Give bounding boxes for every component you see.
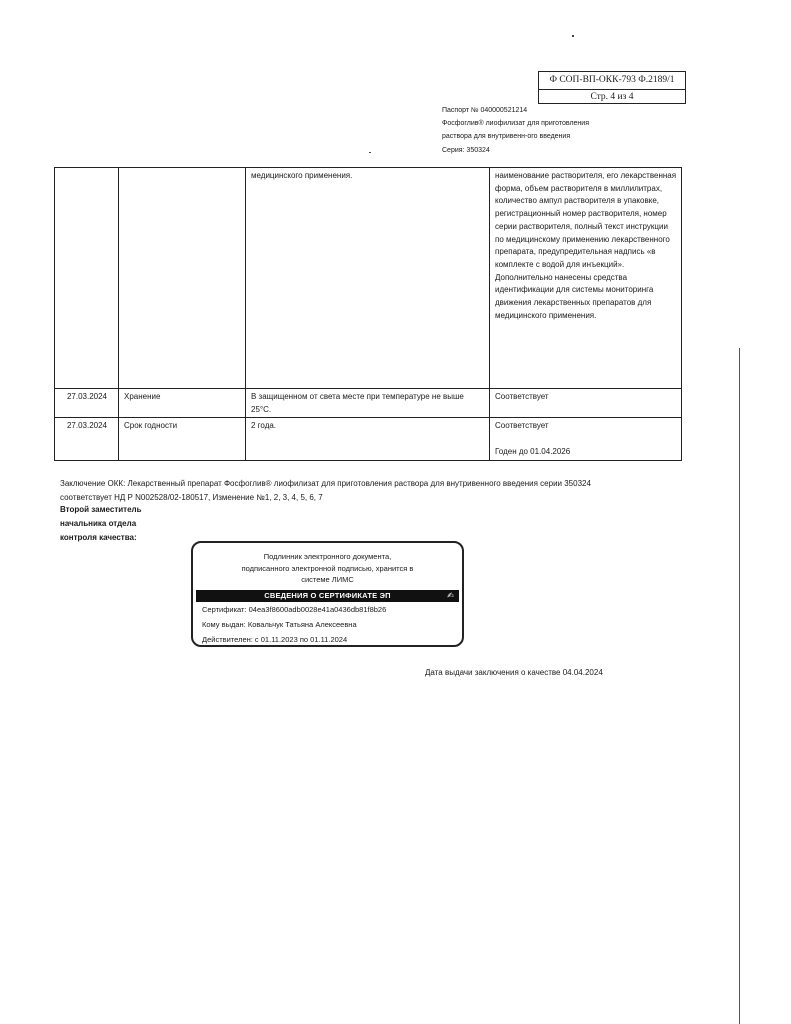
certificate-valid-period: Действителен: с 01.11.2023 по 01.11.2024: [202, 635, 348, 644]
signer-line1: Второй заместитель: [60, 505, 142, 514]
passport-number: Паспорт № 040000521214: [442, 107, 528, 114]
page-counter: Стр. 4 из 4: [590, 92, 634, 102]
scan-speck: [572, 35, 574, 37]
passport-header: [442, 104, 642, 157]
scan-speck: [369, 152, 371, 153]
certificate-number: Сертификат: 04ea3f8600adb0028e41a0436db81f8b26: [202, 605, 387, 614]
wrench-hand-icon: ✍: [447, 591, 454, 600]
cell-date: 27.03.2024: [55, 418, 119, 460]
signer-line2: начальника отдела: [60, 518, 137, 528]
cell-requirement: 2 года.: [246, 418, 490, 460]
product-name-line2: раствора для внутривенн-ого введения: [442, 133, 571, 141]
cell-date: [55, 168, 119, 389]
issue-date: Дата выдачи заключения о качестве 04.04.2024: [425, 668, 603, 677]
certificate-issued-to: Кому выдан: Ковальчук Татьяна Алексеевна: [202, 620, 357, 629]
stamp-header: [193, 543, 462, 586]
certificate-info-title: СВЕДЕНИЯ О СЕРТИФИКАТЕ ЭП: [264, 591, 391, 600]
cell-result: [490, 389, 682, 418]
cell-requirement: медицинского применения.: [246, 168, 490, 389]
e-signature-stamp: [191, 541, 464, 647]
certificate-info-bar: [196, 590, 459, 602]
cell-requirement: В защищенном от света месте при температуре не выше 25°С.: [246, 389, 490, 418]
cell-parameter: Хранение: [119, 389, 246, 418]
signer-line3: контроля качества:: [60, 532, 137, 542]
qc-conclusion: Заключение ОКК: Лекарственный препарат Фосфоглив® лиофилизат для приготовления раствора для внутривенного введения серии 350324 соответствует НД Р N002528/02-180517, Изменение №1, 2, 3, 4, 5, 6, 7: [60, 479, 591, 502]
product-name-line1: Фосфоглив® лиофилизат для приготовления: [442, 120, 589, 128]
scan-edge-line: [739, 348, 740, 1024]
expiry-date: Годен до 01.04.2026: [495, 447, 571, 457]
result-extra: Дополнительно нанесены средства идентификации для системы мониторинга движения лекарственных препаратов для медицинского применения.: [495, 272, 654, 320]
table-row: [55, 389, 682, 418]
cell-result: [490, 418, 682, 460]
series-number: Серия: 350324: [442, 146, 490, 154]
test-results-table: [54, 167, 682, 461]
stamp-header-line3: системе ЛИМС: [301, 575, 354, 584]
cell-parameter: [119, 168, 246, 389]
table-row: [55, 168, 682, 389]
table-row: [55, 418, 682, 460]
stamp-header-line1: Подлинник электронного документа,: [263, 552, 392, 561]
form-code-box: [538, 71, 686, 104]
cell-parameter: Срок годности: [119, 418, 246, 460]
result-text: наименование растворителя, его лекарственная форма, объем растворителя в миллилитрах, количество ампул растворителя в упаковке, регистрационный номер растворителя, номер серии растворителя, полный текст инструкции по медицинскому применению лекарственного препарата, предупредительная надпись «в комплекте с водой для инъекций».: [495, 171, 677, 269]
result-text: Соответствует: [495, 392, 549, 401]
cell-date: 27.03.2024: [55, 389, 119, 418]
cell-result: [490, 168, 682, 389]
result-text: Соответствует: [495, 421, 549, 431]
form-code: Ф СОП-ВП-ОКК-793 Ф.2189/1: [539, 72, 685, 90]
stamp-header-line2: подписанного электронной подписью, хранится в: [241, 563, 414, 573]
signer-title: [60, 503, 160, 544]
